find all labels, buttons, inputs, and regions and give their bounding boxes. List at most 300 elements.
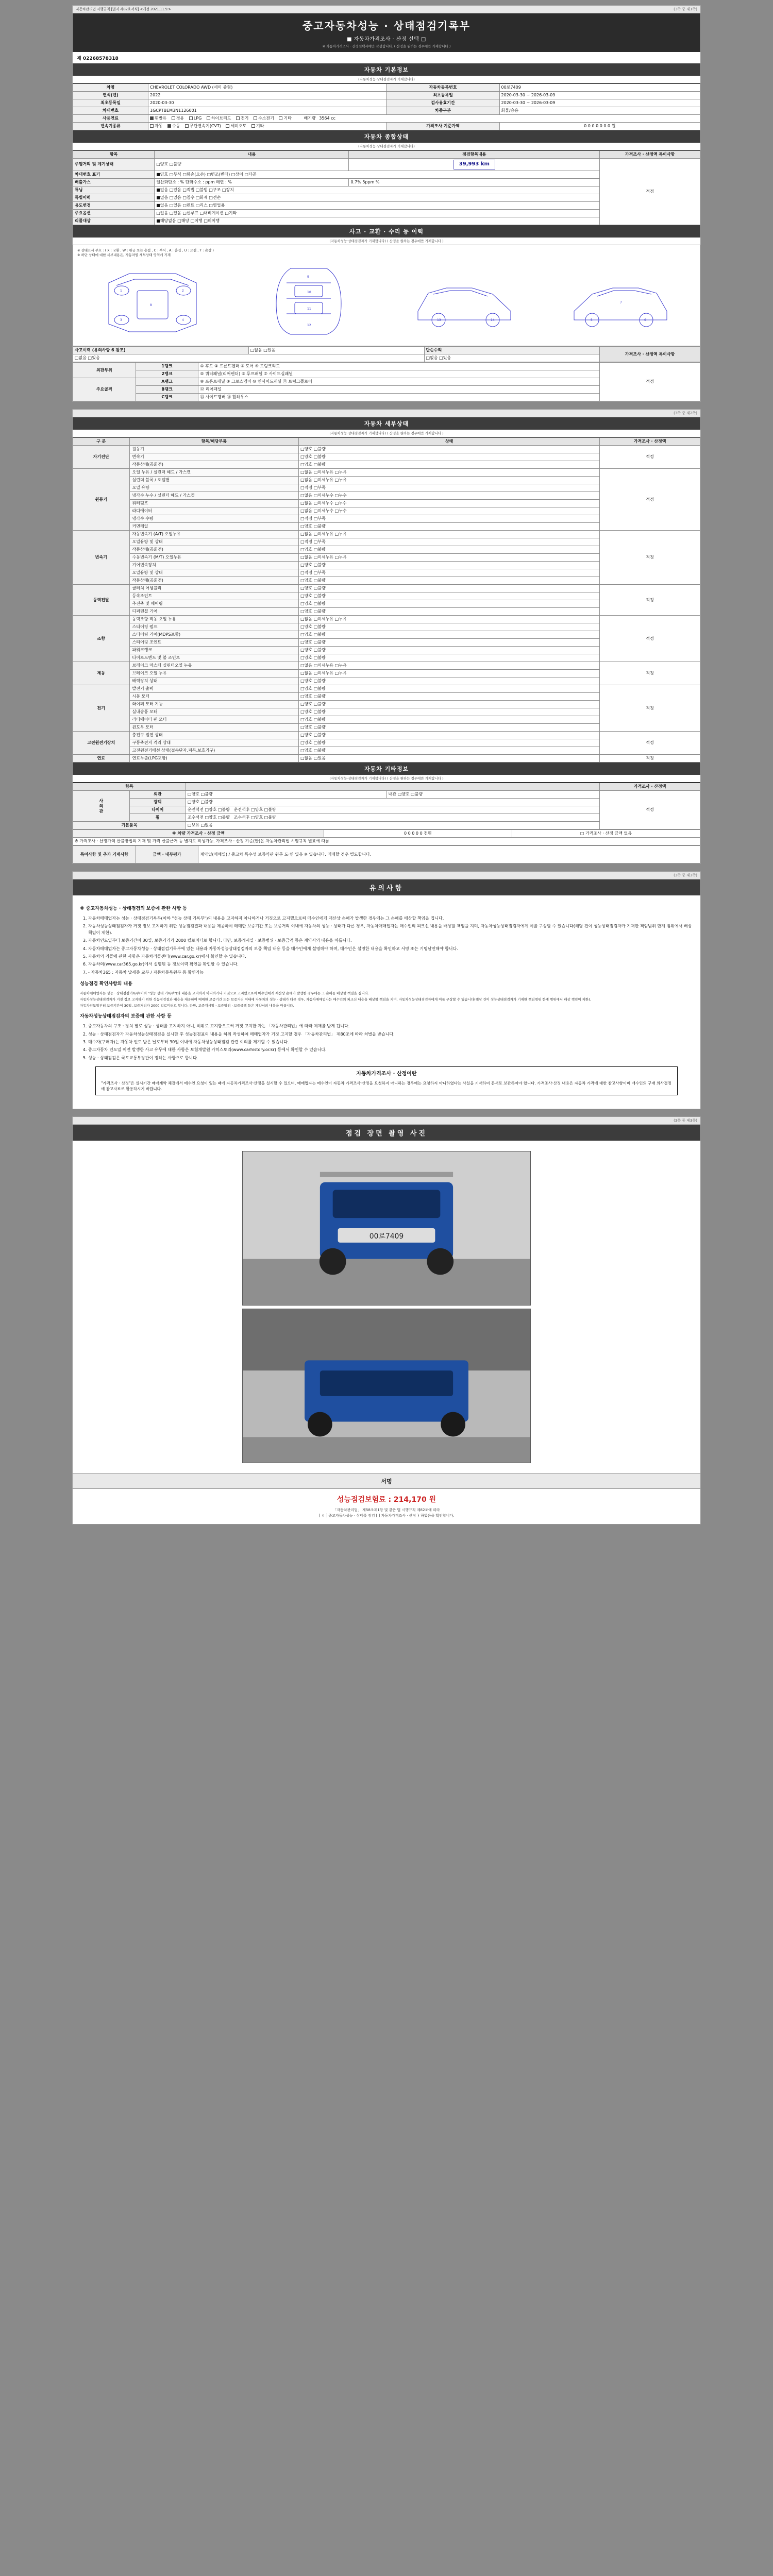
detail-item-4-3: 스티어링 조인트 — [129, 639, 299, 647]
detail-category-6: 전기 — [73, 685, 130, 732]
section-accident-header: 사고 · 교환 · 수리 등 이력 — [73, 225, 700, 238]
car-diagram-front-left — [98, 262, 207, 340]
detail-state-8-0[interactable]: □없음 □있음 — [299, 755, 600, 762]
detail-item-2-1: 오일유량 및 상태 — [129, 538, 299, 546]
value-firstreg: 2020-03-30 — [148, 99, 386, 107]
table-row — [73, 616, 700, 623]
detail-state-4-1[interactable]: □양호 □불량 — [299, 623, 600, 631]
other-info-table — [73, 783, 700, 829]
notice-item-1: 2. 자동차성능상태점검자가 거짓 정보 고지하기 위한 성능점검결과 내용을 제공하여 매매한 보증기간 또는 보증거리 이내에 자동차의 성능 · 상태가 다른 경우, 자동차매매업자는 매수인의 피크신 내용을 배상할 책임을 지며, 자동차성능상태점검자에게 이를 구상할 수 있습니다(해당 건이 성능상태점검자가 기재한 책임범위 한계 범위에서 배상 책임이 제한). — [88, 923, 693, 936]
other-col-blank — [186, 783, 600, 791]
fuel-option-other[interactable]: 기타 — [279, 116, 291, 121]
fee-value: 214,170 원 — [393, 1496, 436, 1504]
fee-bar — [73, 1489, 700, 1506]
overall-item-4: 특별이력 — [73, 194, 155, 201]
detail-item-4-5: 타이로드엔드 및 볼 조인트 — [129, 654, 299, 662]
footnote-line-1: 「자동차관리법」 제58조제1항 및 같은 법 시행규칙 제82조에 따라 — [333, 1508, 440, 1513]
detail-item-0-2: 작동상태(공회전) — [129, 461, 299, 469]
svg-text:12: 12 — [307, 324, 311, 327]
other-label-3: 휠 — [129, 814, 186, 822]
trans-option-semiauto[interactable]: 세미오토 — [226, 124, 246, 129]
other-value-0[interactable]: □양호 □불량 — [186, 791, 386, 799]
detail-item-1-6: 냉각수 수량 — [129, 515, 299, 523]
detail-state-4-2[interactable]: □양호 □불량 — [299, 631, 600, 639]
detail-state-6-1[interactable]: □양호 □불량 — [299, 693, 600, 701]
fuel-option-gasoline[interactable]: 휘발유 — [150, 116, 166, 121]
special-sub-label: 금액 · 내부평가 — [136, 846, 198, 863]
form-reference: 자동차관리법 시행규칙 [별지 제82호서식] <개정 2021.11.9.> — [76, 7, 172, 11]
page-1 — [72, 5, 701, 402]
checkbox-icon[interactable] — [254, 116, 257, 120]
section-basic-subheader: (자동차성능·상태점검자가 기재합니다) — [73, 76, 700, 83]
checkbox-icon[interactable] — [167, 124, 171, 128]
parts-items-c: ⑬ 사이드멤버 ⑭ 휠하우스 — [198, 394, 600, 401]
price-definition-box — [95, 1066, 678, 1095]
table-row — [73, 531, 700, 538]
parts-items-a: ⑧ 프론트패널 ⑨ 크로스멤버 ⑩ 인사이드패널 ⑪ 트렁크플로어 — [198, 378, 600, 386]
detail-item-2-3: 수동변속기 (M/T) 오일누유 — [129, 554, 299, 562]
overall-content-2: 일산화탄소 : % 탄화수소 : ppm 매연 : % — [155, 178, 349, 186]
notice-item-2: 3. 자동차인도일부터 보증기간이 30일, 보증거리가 2000 킬로미터로 합니다. 다만, 보증개시일 · 보증범위 · 보증금액 등은 계약서의 내용을 따릅니다. — [88, 938, 693, 944]
notice-item-0: 1. 자동차매매업자는 성능 · 상태점검기록부(이하 "성능 상태 기록부")의 내용을 고지하지 아니하거나 거짓으로 고지했으로써 매수인에게 재산상 손해가 발생한 경우에는 그 손해를 배상할 책임을 집니다. — [88, 916, 693, 922]
detail-state-0-1[interactable]: □양호 □불량 — [299, 453, 600, 461]
detail-item-7-0: 충전구 절연 상태 — [129, 732, 299, 739]
table-row — [73, 662, 700, 670]
detail-item-6-0: 발전기 출력 — [129, 685, 299, 693]
overall-content-7: ■해당없음 □해당 □이행 □미이행 — [155, 217, 600, 225]
col-detail: 점검항목내용 — [349, 151, 600, 159]
notice-item-b-1: 2. 성능 · 상태점검자가 자동차성능상태점검을 실시한 후 성능점검표의 내용을 허위 작성하여 매매업자가 거짓 고지할 경우 「자동차관리법」 제80조에 따라 처벌을 받습니다. — [88, 1031, 693, 1038]
checkbox-icon[interactable] — [279, 116, 282, 120]
detail-note-5: 적정 — [600, 662, 700, 685]
basic-info-table — [73, 83, 700, 130]
detail-state-1-0[interactable]: □없음 □미세누유 □누유 — [299, 469, 600, 477]
detail-state-0-2[interactable]: □양호 □불량 — [299, 461, 600, 469]
fuel-option-diesel[interactable]: 경유 — [172, 116, 184, 121]
value-year: 2022 — [148, 92, 386, 99]
detail-state-2-2[interactable]: □양호 □불량 — [299, 546, 600, 554]
other-value-4[interactable]: □보유 □없음 — [186, 822, 600, 829]
detail-state-1-7[interactable]: □양호 □불량 — [299, 523, 600, 531]
detail-state-2-3[interactable]: □없음 □미세누유 □누유 — [299, 554, 600, 562]
detail-item-6-3: 실내송풍 모터 — [129, 708, 299, 716]
other-group-exterior: 사 외 관 — [73, 791, 130, 822]
value-inspect: 2020-03-30 ~ 2026-03-09 — [499, 99, 700, 107]
car-diagram-rear-right — [566, 262, 675, 340]
overall-item-2: 배출가스 — [73, 178, 155, 186]
notice-subhead-1: 성능점검 확인사항의 내용 — [80, 981, 132, 987]
accident-value-1[interactable]: □없음 □있음 — [73, 354, 425, 362]
price-summary-title: ※ 차량 가격조사 · 산정 금액 — [73, 830, 324, 838]
inspection-photo-front — [242, 1151, 531, 1306]
other-col-note: 가격조사 · 산정액 — [600, 783, 700, 791]
detail-state-3-1[interactable]: □양호 □불량 — [299, 592, 600, 600]
table-row — [73, 585, 700, 592]
other-label-2: 타이어 — [129, 806, 186, 814]
page-2 — [72, 409, 701, 864]
detail-col-category: 구 분 — [73, 438, 130, 446]
price-summary-unit: 0 0 0 0 0 천원 — [324, 830, 512, 838]
notice-item-b-4: 5. 성능 · 상태점검은 국토교통부장관이 정하는 사항으로 합니다. — [88, 1055, 693, 1061]
detail-state-7-0[interactable]: □양호 □불량 — [299, 732, 600, 739]
fuel-option-hydrogen[interactable]: 수소전기 — [254, 116, 274, 121]
detail-item-1-7: 커먼레일 — [129, 523, 299, 531]
trans-option-auto[interactable]: 자동 — [150, 124, 162, 129]
detail-state-0-0[interactable]: □양호 □불량 — [299, 446, 600, 453]
detail-state-3-2[interactable]: □양호 □불량 — [299, 600, 600, 608]
special-value[interactable]: 계약일(매매일) / 중고차 특수성 보증약관 원문 도·인 있음 ※ 있습니다. 매매할 경우 별도합니다. — [198, 846, 700, 863]
accident-value-2[interactable]: □없음 □있음 — [424, 354, 600, 362]
other-value-2[interactable]: 운전석전 □양호 □불량 운전석후 □양호 □불량 — [186, 806, 600, 814]
document-footnote — [73, 1506, 700, 1524]
notice-list-2 — [80, 1023, 693, 1061]
detail-item-5-2: 배력장치 상태 — [129, 677, 299, 685]
table-row — [73, 159, 700, 171]
svg-text:8: 8 — [150, 303, 153, 307]
label-gradeprice: 가격조사 기준가액 — [386, 123, 499, 130]
table-header-row — [73, 438, 700, 446]
detail-note-3: 적정 — [600, 585, 700, 616]
label-inspect: 검사유효기간 — [386, 99, 499, 107]
overall-item-6: 주요옵션 — [73, 209, 155, 217]
checkbox-icon[interactable] — [207, 116, 210, 120]
detail-state-6-3[interactable]: □양호 □불량 — [299, 708, 600, 716]
label-firstreg: 최초등록일 — [386, 92, 499, 99]
svg-text:1: 1 — [120, 289, 123, 293]
parts-rank-table — [73, 362, 700, 401]
footnote-line-2: [ ㅇ ] 중고자동차성능 · 상태를 점검 [ ] 자동차가격조사 · 산정 } 하였음을 확인합니다. — [318, 1514, 455, 1518]
label-displacement: 배기량 — [304, 116, 316, 121]
detail-category-2: 변속기 — [73, 531, 130, 585]
detail-item-4-1: 스티어링 펌프 — [129, 623, 299, 631]
overall-item-0: 주행거리 및 계기상태 — [73, 159, 155, 171]
detail-item-5-1: 브레이크 오일 누유 — [129, 670, 299, 677]
detail-state-2-0[interactable]: □없음 □미세누유 □누유 — [299, 531, 600, 538]
page-3 — [72, 871, 701, 1109]
table-row — [73, 92, 700, 99]
detail-item-2-2: 작동상태(공회전) — [129, 546, 299, 554]
overall-content-1: ■양호 □부식 □훼손(오손) □변조(변타) □상이 □타공 — [155, 171, 600, 178]
notice-item-b-0: 1. 중고자동차의 구조 · 장치 별로 성능 · 상태를 고지하지 아니, 허위로 고지함으로써 거짓 고지한 자는 「자동차관리법」에 따라 제재를 받게 됩니다. — [88, 1023, 693, 1029]
price-summary-table — [73, 829, 700, 845]
checkbox-icon[interactable] — [150, 124, 154, 128]
overall-item-1: 차대번호 표기 — [73, 171, 155, 178]
svg-text:4: 4 — [182, 318, 184, 322]
detail-state-2-1[interactable]: □적정 □부족 — [299, 538, 600, 546]
detail-category-3: 동력전달 — [73, 585, 130, 616]
detail-state-7-1[interactable]: □양호 □불량 — [299, 739, 600, 747]
detail-state-6-5[interactable]: □양호 □불량 — [299, 724, 600, 732]
notice-subnote-2: 자동차성능상태점검자가 거짓 정보 고지하기 위한 성능점검결과 내용을 제공하여 매매한 보증기간 또는 보증거리 이내에 자동차의 성능 · 상태가 다른 경우, 자동차매매업자는 매수인의 피크신 내용을 배상할 책임을 지며, 자동차성능상태점검자에게 이를 구상할 수 있습니다(해당 건이 성능상태점검자가 기재한 책임범위 한계 범위에서 배상 책임이 제한). — [80, 997, 591, 1002]
table-row — [73, 347, 700, 354]
overall-content-5: ■없음 □있음 □렌트 □리스 □영업용 — [155, 201, 600, 209]
detail-state-6-2[interactable]: □양호 □불량 — [299, 701, 600, 708]
accident-note-header: 가격조사 · 산정액 특이사항 — [600, 347, 700, 362]
other-note: 적정 — [600, 791, 700, 829]
detail-state-table — [73, 437, 700, 762]
checkbox-icon[interactable] — [150, 116, 154, 120]
overall-item-5: 용도변경 — [73, 201, 155, 209]
doc-no-value: 02268578318 — [82, 56, 119, 61]
overall-item-7: 리콜대상 — [73, 217, 155, 225]
detail-item-3-1: 등속조인트 — [129, 592, 299, 600]
value-displacement: 3564 cc — [319, 116, 335, 121]
notice-item-3: 4. 자동차매매업자는 중고자동차성능 · 상태점검기록부에 있는 내용과 자동차성능상태점검자의 보증 책임 내용 등을 매수인에게 설명해야 하며, 매수인은 설명한 내용을 확인하고 서명 또는 기명날인해야 합니다. — [88, 946, 693, 952]
inspection-photo-underbody — [242, 1309, 531, 1463]
table-row — [73, 732, 700, 739]
detail-category-4: 조향 — [73, 616, 130, 662]
price-summary-subnote: ※ 가격조사 · 산정가액 산출방법의 기재 및 가격 산출근거 등 별지로 작성가능. 가격조사 · 산정 기준(안)은 자동차관리법 시행규칙 별표에 따름 — [73, 838, 700, 845]
form-reference-4 — [76, 1118, 77, 1123]
label-vin: 차대번호 — [73, 107, 148, 115]
label-transmission: 변속기종류 — [73, 123, 148, 130]
other-value-1[interactable]: □양호 □불량 — [186, 799, 600, 806]
photos-area — [73, 1141, 700, 1473]
detail-state-3-3[interactable]: □양호 □불량 — [299, 608, 600, 616]
detail-state-1-3[interactable]: □없음 □미세누수 □누수 — [299, 492, 600, 500]
value-regno: 00로7409 — [499, 84, 700, 92]
page4-microbar — [73, 1117, 700, 1125]
page-number-4: (3쪽 중 제3쪽) — [674, 1118, 697, 1123]
checkbox-icon[interactable] — [226, 124, 229, 128]
label-carname: 차명 — [73, 84, 148, 92]
table-row — [73, 838, 700, 845]
svg-text:9: 9 — [307, 275, 309, 279]
detail-item-1-2: 오일 유량 — [129, 484, 299, 492]
detail-item-4-0: 동력조향 작동 오일 누유 — [129, 616, 299, 623]
notice-item-b-2: 3. 매수자(구매자)는 자동차 인도 받은 날로부터 30일 이내에 자동차성능상태점검 관련 이의를 제기할 수 있습니다. — [88, 1039, 693, 1045]
fuel-option-hybrid[interactable]: 하이브리드 — [207, 116, 231, 121]
accident-value-0[interactable]: □없음 □있음 — [248, 347, 424, 354]
detail-item-1-4: 워터펌프 — [129, 500, 299, 507]
detail-state-1-4[interactable]: □없음 □미세누수 □누수 — [299, 500, 600, 507]
section-other-subheader: (자동차성능·상태점검자가 기재합니다) ( 산정을 원하는 경우에만 기재합니다 ) — [73, 775, 700, 783]
detail-state-2-6[interactable]: □양호 □불량 — [299, 577, 600, 585]
table-row — [73, 830, 700, 838]
document-title-band — [73, 13, 700, 52]
document-title: 중고자동차성능 · 상태점검기록부 — [302, 20, 470, 32]
checkbox-icon[interactable] — [251, 124, 255, 128]
price-definition-title: 자동차가격조사 · 산정이란 — [356, 1071, 417, 1077]
section-overall-subheader: (자동차성능·상태점검자가 기재합니다) — [73, 143, 700, 150]
overall-state-table — [73, 150, 700, 225]
parts-group-frame: 주요골격 — [73, 378, 136, 401]
other-label-4: 기본품목 — [73, 822, 186, 829]
detail-item-0-0: 원동기 — [129, 446, 299, 453]
detail-col-item: 항목/해당부품 — [129, 438, 299, 446]
accident-label-1: 단순수리 — [424, 347, 600, 354]
svg-text:7: 7 — [619, 301, 622, 304]
overall-content-3: ■없음 □있음 □적법 □불법 □구조 □장치 — [155, 186, 600, 194]
detail-item-6-5: 윈도우 모터 — [129, 724, 299, 732]
detail-state-4-0[interactable]: □없음 □미세누유 □누유 — [299, 616, 600, 623]
detail-note-0: 적정 — [600, 446, 700, 469]
detail-category-8: 연료 — [73, 755, 130, 762]
table-row — [73, 363, 700, 370]
detail-state-5-2[interactable]: □양호 □불량 — [299, 677, 600, 685]
label-firstreg-2: 최초등록일 — [73, 99, 148, 107]
legend-line-note: ※ 하단 상태에 대한 세부내용은, 자동차별 세부상태 영역에 기재 — [77, 253, 171, 258]
value-inspect-period: 2020-03-30 ~ 2026-03-09 — [499, 92, 700, 99]
overall-content-4: ■없음 □있음 □침수 □화재 □전손 — [155, 194, 600, 201]
detail-state-4-4[interactable]: □양호 □불량 — [299, 647, 600, 654]
value-carname: CHEVROLET COLORADO AWD (세미 중형) — [148, 84, 386, 92]
detail-item-6-4: 라디에이터 팬 모터 — [129, 716, 299, 724]
detail-note-7: 적정 — [600, 732, 700, 755]
value-vin: 1GCPTBEM3N1126001 — [148, 107, 386, 115]
col-content: 내용 — [155, 151, 349, 159]
detail-item-2-4: 기어변속장치 — [129, 562, 299, 569]
parts-items-1: ① 후드 ② 프론트펜더 ③ 도어 ④ 트렁크리드 — [198, 363, 600, 370]
table-row — [73, 446, 700, 453]
other-label-0: 외관 — [129, 791, 186, 799]
overall-content-0: □양호 □불량 — [155, 159, 349, 171]
trans-option-manual[interactable]: 수동 — [167, 124, 180, 129]
detail-item-1-0: 오일 누유 / 실린더 헤드 / 가스켓 — [129, 469, 299, 477]
other-value-0b[interactable]: 내관 □양호 □불량 — [386, 791, 600, 799]
detail-state-1-6[interactable]: □적정 □부족 — [299, 515, 600, 523]
detail-item-6-2: 와이퍼 모터 기능 — [129, 701, 299, 708]
parts-rank-b: B랭크 — [136, 386, 198, 394]
svg-text:3: 3 — [120, 318, 123, 322]
notice-title: 유의사항 — [73, 879, 700, 895]
notice-item-6: 7. - 자동차365 : 자동차 납세증 교부 / 자동차등록원부 등 확인가능 — [88, 970, 693, 976]
detail-state-7-2[interactable]: □양호 □불량 — [299, 747, 600, 755]
damage-diagram-area — [73, 245, 700, 347]
checkbox-icon[interactable] — [189, 116, 193, 120]
svg-text:13: 13 — [437, 318, 441, 322]
section-detail-header: 자동차 세부상태 — [73, 417, 700, 430]
fuel-option-lpg[interactable]: LPG — [189, 116, 201, 121]
detail-state-4-3[interactable]: □양호 □불량 — [299, 639, 600, 647]
form-reference-3 — [76, 873, 77, 877]
detail-note-8: 적정 — [600, 755, 700, 762]
detail-state-1-2[interactable]: □적정 □부족 — [299, 484, 600, 492]
detail-table-body — [73, 446, 700, 762]
fuel-option-ev[interactable]: 전기 — [236, 116, 248, 121]
accident-history-table — [73, 346, 700, 362]
detail-state-1-5[interactable]: □없음 □미세누수 □누수 — [299, 507, 600, 515]
col-note: 가격조사 · 산정액 특이사항 — [600, 151, 700, 159]
detail-item-2-6: 작동상태(공회전) — [129, 577, 299, 585]
page-number-2: (3쪽 중 제2쪽) — [674, 411, 697, 415]
transmission-options — [148, 123, 386, 130]
document-number-row — [73, 52, 700, 63]
svg-text:14: 14 — [491, 318, 495, 322]
label-fuel: 사용연료 — [73, 115, 148, 123]
photos-title: 점검 장면 촬영 사진 — [73, 1125, 700, 1141]
detail-item-2-0: 자동변속기 (A/T) 오일누유 — [129, 531, 299, 538]
detail-col-state: 상태 — [299, 438, 600, 446]
table-row — [73, 469, 700, 477]
trans-option-cvt[interactable]: 무단변속기(CVT) — [185, 124, 221, 129]
detail-state-5-1[interactable]: □없음 □미세누유 □누유 — [299, 670, 600, 677]
notice-subhead-2: 자동차성능상태점검자의 보증에 관한 사항 등 — [80, 1014, 172, 1020]
table-row — [73, 791, 700, 799]
car-diagram-top — [255, 262, 363, 340]
detail-item-2-5: 오일유량 및 상태 — [129, 569, 299, 577]
section-detail-subheader: (자동차성능·상태점검자가 기재합니다) ( 산정을 원하는 경우에만 기재합니다 ) — [73, 430, 700, 437]
detail-state-2-5[interactable]: □적정 □부족 — [299, 569, 600, 577]
page3-microbar — [73, 872, 700, 879]
signature-bar — [73, 1473, 700, 1489]
overall-content-6: □없음 □있음 □선루프 □내비게이션 □기타 — [155, 209, 600, 217]
doc-no-prefix: 제 — [77, 56, 81, 61]
value-gradeprice: 0 0 0 0 0 0 0 원 — [499, 123, 700, 130]
trans-option-other[interactable]: 기타 — [251, 124, 264, 129]
parts-items-2: ⑤ 쿼터패널(리어펜더) ⑥ 루프패널 ⑦ 사이드실패널 — [198, 370, 600, 378]
notice-list — [80, 916, 693, 976]
col-item: 항목 — [73, 151, 155, 159]
overall-note: 적정 — [600, 159, 700, 225]
label-cartype: 차종구분 — [386, 107, 499, 115]
detail-item-1-1: 실린더 블록 / 오일팬 — [129, 477, 299, 484]
svg-text:6: 6 — [644, 318, 646, 322]
label-regno: 자동차등록번호 — [386, 84, 499, 92]
detail-state-4-5[interactable]: □양호 □불량 — [299, 654, 600, 662]
detail-state-3-0[interactable]: □양호 □불량 — [299, 585, 600, 592]
table-row — [73, 846, 700, 863]
car-diagrams — [76, 259, 697, 343]
section-basic-header: 자동차 기본정보 — [73, 63, 700, 76]
document-title-note: ※ 자동차가격조사 · 산정선택시에만 작성합니다. ( 산정을 원하는 경우에만 기재합니다 ) — [322, 44, 451, 48]
svg-text:10: 10 — [307, 291, 311, 294]
detail-item-6-1: 시동 모터 — [129, 693, 299, 701]
table-row — [73, 685, 700, 693]
table-header-row — [73, 151, 700, 159]
detail-category-0: 자기진단 — [73, 446, 130, 469]
notice-item-b-3: 4. 중고자동차 인도일 이전 발생한 사고 유무에 대한 사항은 보험개발원 카히스토리(www.carhistory.or.kr) 등에서 확인할 수 있습니다. — [88, 1047, 693, 1053]
detail-state-6-4[interactable]: □양호 □불량 — [299, 716, 600, 724]
svg-text:5: 5 — [590, 318, 593, 322]
document-subtitle: ■ 자동차가격조사 · 산정 선택 □ — [347, 37, 426, 42]
detail-item-4-2: 스티어링 기어(MDPS포함) — [129, 631, 299, 639]
detail-item-3-0: 클러치 어셈블리 — [129, 585, 299, 592]
special-label: 특이사항 및 추가 기재사항 — [73, 846, 136, 863]
table-row — [73, 84, 700, 92]
checkbox-icon[interactable] — [185, 124, 189, 128]
price-definition-body: "가격조사 · 산정"은 실시기간 매매계약 체결에서 매수인 요청이 있는 때에 자동차가격조사·산정을 실시할 수 있으며, 매매업자는 매수인이 자동차 가격조사·산정을 요청하지 아니하는 경우에는 요청하지 아니하였다는 사실을 기재하여 문서로 보관하여야 합니다. 가격조사·산정 내용은 자동차 가격에 대한 참고사항이며 매수인의 구매 의사결정에 참고자료로 활용하시기 바랍니다. — [101, 1080, 671, 1091]
detail-note-1: 적정 — [600, 469, 700, 531]
detail-item-1-5: 라디에이터 — [129, 507, 299, 515]
table-row — [73, 123, 700, 130]
detail-note-4: 적정 — [600, 616, 700, 662]
label-year: 연식(년) — [73, 92, 148, 99]
detail-category-7: 고전원전기장치 — [73, 732, 130, 755]
diagram-legend-top — [76, 247, 697, 260]
svg-text:11: 11 — [307, 307, 311, 311]
checkbox-icon[interactable] — [172, 116, 175, 120]
detail-state-6-0[interactable]: □양호 □불량 — [299, 685, 600, 693]
price-summary-none[interactable]: □ 가격조사 · 산정 금액 없음 — [512, 830, 700, 838]
page-number-1: (3쪽 중 제1쪽) — [674, 7, 697, 11]
mileage-value: 39,993 km — [453, 160, 495, 170]
detail-item-3-3: 디퍼렌셜 기어 — [129, 608, 299, 616]
parts-rank-1: 1랭크 — [136, 363, 198, 370]
parts-rank-2: 2랭크 — [136, 370, 198, 378]
detail-state-5-0[interactable]: □없음 □미세누유 □누유 — [299, 662, 600, 670]
detail-state-2-4[interactable]: □양호 □불량 — [299, 562, 600, 569]
fee-label: 성능점검보험료 : — [337, 1496, 392, 1504]
detail-state-1-1[interactable]: □없음 □미세누유 □누유 — [299, 477, 600, 484]
notice-subnote-1: 자동차매매업자는 성능 · 상태점검기록부(이하 "성능 상태 기록부")의 내용을 고지하지 아니하거나 거짓으로 고지했으로써 매수인에게 재산상 손해가 발생한 경우에는 그 손해를 배상할 책임을 집니다. — [80, 991, 369, 995]
other-value-3[interactable]: 조수석전 □양호 □불량 조수석후 □양호 □불량 — [186, 814, 600, 822]
svg-text:2: 2 — [182, 289, 184, 293]
section-accident-subheader: (자동차성능·상태점검자가 기재합니다) ( 산정을 원하는 경우에만 기재합니다 ) — [73, 238, 700, 245]
section-overall-header: 자동차 종합상태 — [73, 130, 700, 143]
checkbox-icon[interactable] — [236, 116, 240, 120]
table-row — [73, 755, 700, 762]
